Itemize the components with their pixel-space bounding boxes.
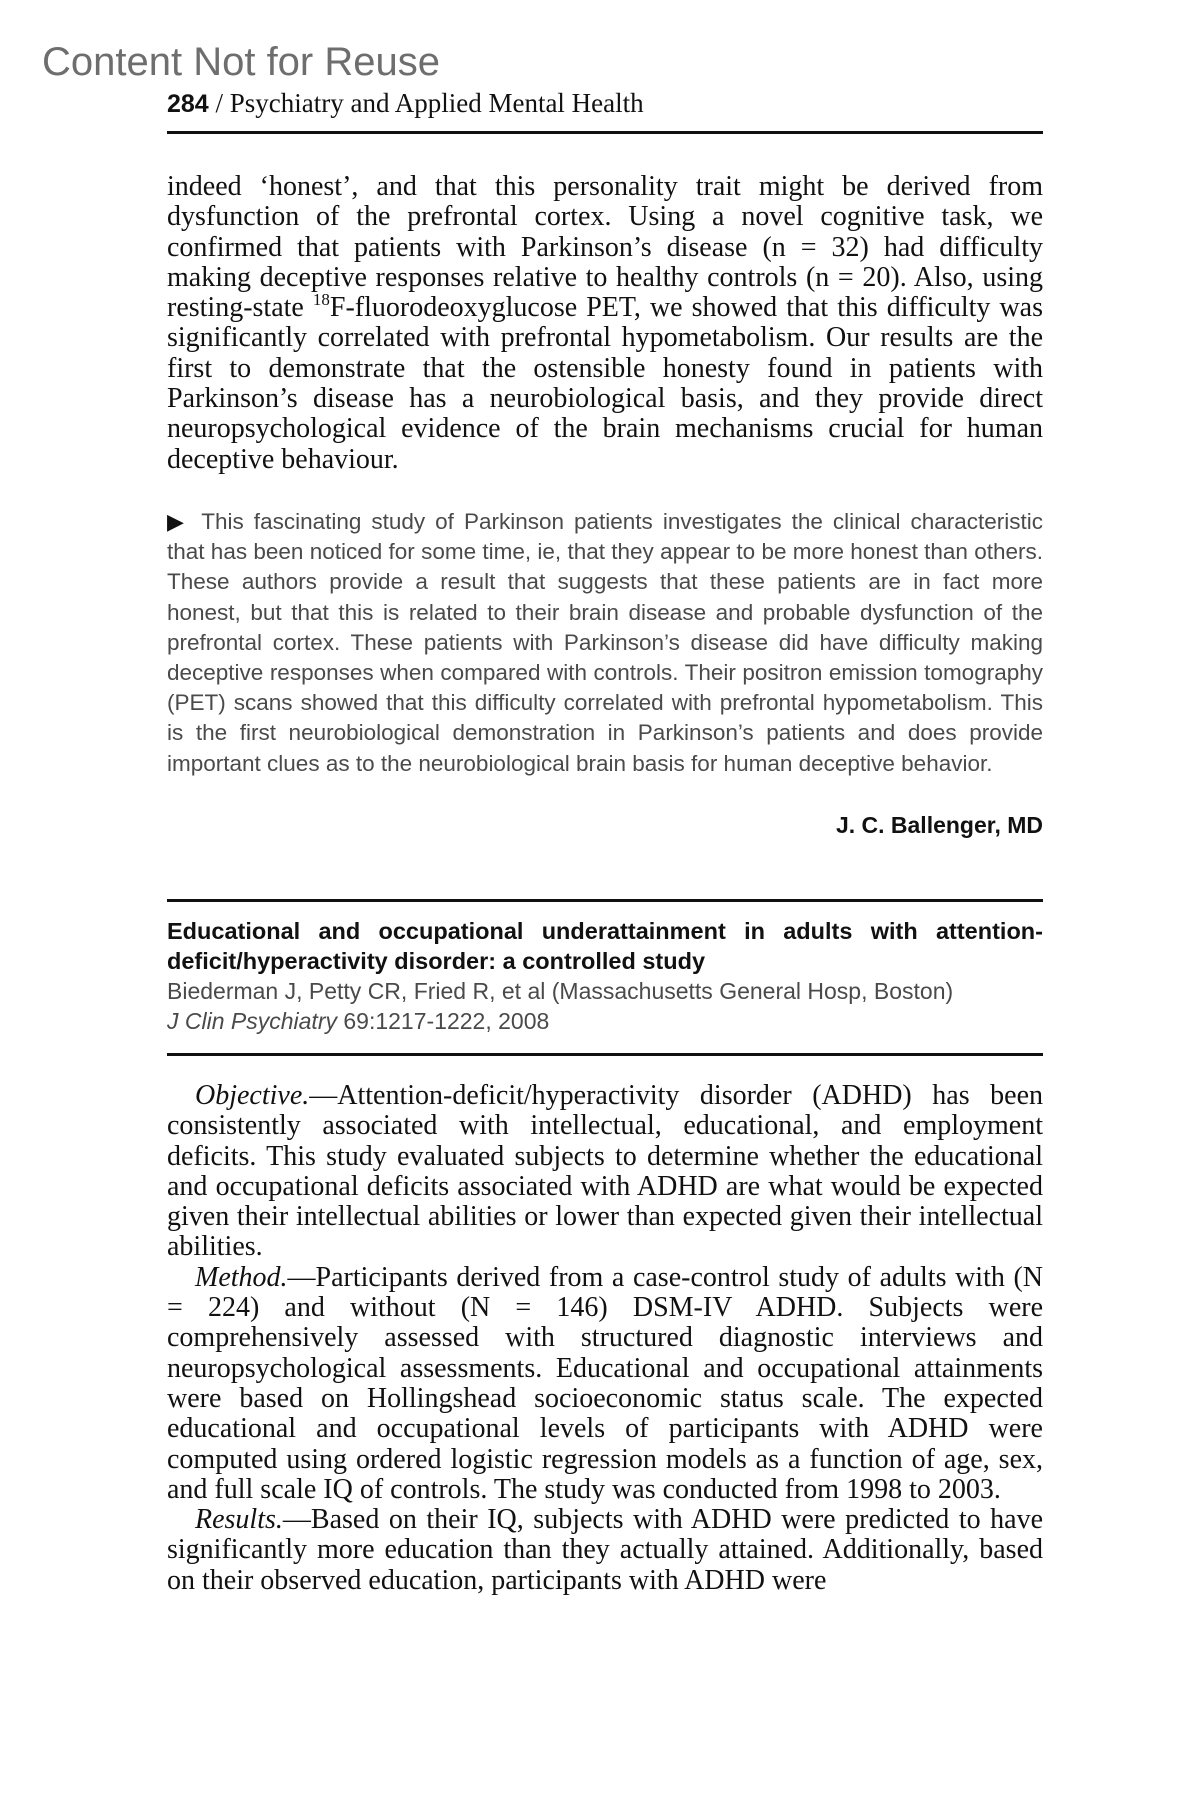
journal-name: Psychiatry and Applied Mental Health	[229, 88, 644, 118]
header-rule	[167, 131, 1043, 134]
commentary	[167, 507, 1043, 779]
objective-paragraph	[167, 1081, 1043, 1263]
article-bottom-rule	[167, 1053, 1043, 1056]
commentary-author: J. C. Ballenger, MD	[835, 812, 1043, 838]
abstract-text-part1: indeed ‘honest’, and that this personality trait might be derived from dysfunction of the prefrontal cortex. Using a novel cognitive task, we confirmed that patients with Parkinson’s disease (n = 32) had difficulty making deceptive responses relative to healthy controls (n = 20). Also, using resting-state	[167, 171, 1043, 324]
article-authors: Biederman J, Petty CR, Fried R, et al (Massachusetts General Hosp, Boston)	[167, 978, 954, 1004]
watermark: Content Not for Reuse	[42, 40, 440, 84]
abstract-text-part2: F-fluorodeoxyglucose PET, we showed that this difficulty was significantly correlated with prefrontal hypometabolism. Our results are the first to demonstrate that the ostensible honesty found in patients with Parkinson’s disease has a neurobiological basis, and they provide direct neuropsychological evidence of the brain mechanisms crucial for human deceptive behaviour.	[167, 292, 1044, 475]
results-text: —Based on their IQ, subjects with ADHD were predicted to have significantly more education than they actually attained. Additionally, based on their observed education, participants with ADHD were	[167, 1504, 1043, 1596]
citation-details: 69:1217-1222, 2008	[336, 1008, 550, 1034]
objective-text: —Attention-deficit/hyperactivity disorder (ADHD) has been consistently associated with intellectual, educational, and employment deficits. This study evaluated subjects to determine whether the educational and occupational deficits associated with ADHD are what would be expected given their intellectual abilities or lower than expected given their intellectual abilities.	[167, 1080, 1043, 1263]
article-citation	[167, 1006, 1043, 1036]
results-label: Results.	[195, 1504, 283, 1536]
method-label: Method.	[195, 1261, 288, 1293]
page-number: 284	[167, 90, 209, 118]
article-abstract	[167, 1081, 1043, 1596]
superscript-18: 18	[312, 290, 330, 310]
abstract-continued	[167, 172, 1043, 475]
triangle-marker-icon: ▶	[167, 509, 188, 534]
method-text: —Participants derived from a case-control study of adults with (N = 224) and without (N = 146) DSM-IV ADHD. Subjects were comprehensively assessed with structured diagnostic interviews and neuropsychological assessments. Educational and occupational attainments were based on Hollingshead socioeconomic status scale. The expected educational and occupational levels of participants with ADHD were computed using ordered logistic regression models as a function of age, sex, and full scale IQ of controls. The study was conducted from 1998 to 2003.	[167, 1261, 1043, 1505]
running-head	[167, 88, 1043, 119]
journal-title: J Clin Psychiatry	[167, 1008, 337, 1034]
header-separator: /	[208, 88, 230, 118]
commentary-text: This fascinating study of Parkinson patients investigates the clinical characteristic that has been noticed for some time, ie, that they appear to be more honest than others. These authors provide a result that suggests that these patients are in fact more honest, but that this is related to their brain disease and probable dysfunction of the prefrontal cortex. These patients with Parkinson’s disease did have difficulty making deceptive responses when compared with controls. Their positron emission tomography (PET) scans showed that this difficulty correlated with prefrontal hypometabolism. This is the first neurobiological demonstration in Parkinson’s patients and does provide important clues as to the neurobiological brain basis for human deceptive behavior.	[167, 509, 1044, 776]
results-paragraph	[167, 1505, 1043, 1596]
method-paragraph	[167, 1263, 1043, 1505]
article-title: Educational and occupational underattainment in adults with attention-deficit/hyperactivity disorder: a controlled study	[167, 918, 1043, 974]
article-top-rule	[167, 899, 1043, 902]
objective-label: Objective.	[195, 1080, 310, 1111]
